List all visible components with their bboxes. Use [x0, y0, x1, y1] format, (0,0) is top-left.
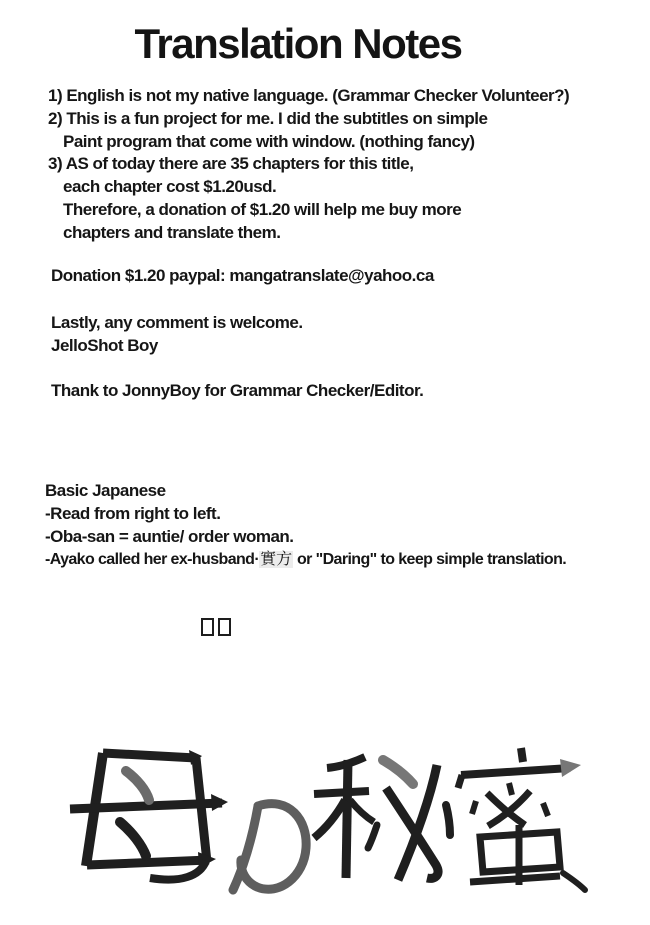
japanese-note-3 — [45, 548, 566, 571]
kanji-mitsu — [458, 748, 585, 890]
donation-paypal-line: Donation $1.20 paypal: mangatranslate@yahoo.ca — [51, 266, 434, 285]
missing-glyph-box — [201, 618, 214, 636]
japanese-note-2: -Oba-san = auntie/ order woman. — [45, 527, 294, 546]
japanese-heading: Basic Japanese — [45, 481, 166, 500]
manga-title-calligraphy — [0, 715, 650, 900]
closing-block — [51, 312, 303, 358]
note-item-2-line-1: 2) This is a fun project for me. I did the subtitles on simple — [48, 108, 488, 128]
note-item-3-line-1: 3) AS of today there are 35 chapters for this title, — [48, 154, 414, 174]
kanji-haha — [70, 750, 228, 880]
note-item-3-line-3: Therefore, a donation of $1.20 will help me buy more — [63, 199, 462, 219]
note-item-3-line-2: each chapter cost $1.20usd. — [63, 177, 277, 197]
japanese-note-3-suffix: or "Daring" to keep simple translation. — [293, 551, 567, 568]
note-item-3-line-4: chapters and translate them. — [63, 222, 281, 242]
page-title: Translation Notes — [134, 20, 462, 67]
ex-husband-kanji: 實方 — [260, 551, 293, 568]
thanks-line: Thank to JonnyBoy for Grammar Checker/Editor. — [51, 381, 424, 400]
closing-comment: Lastly, any comment is welcome. — [51, 313, 303, 332]
manga-title-artwork — [0, 715, 650, 900]
note-item-2-line-2: Paint program that come with window. (nothing fancy) — [63, 131, 475, 151]
numbered-notes-list — [48, 85, 569, 245]
basic-japanese-block — [45, 479, 566, 571]
missing-glyph-box — [218, 618, 231, 636]
japanese-note-3-prefix: -Ayako called her ex-husband· — [45, 551, 260, 568]
japanese-note-1: -Read from right to left. — [45, 504, 221, 523]
kana-no — [233, 804, 306, 890]
signature: JelloShot Boy — [51, 335, 158, 355]
kanji-hi — [314, 757, 450, 880]
missing-glyph-boxes — [201, 618, 231, 636]
note-item-1: 1) English is not my native language. (Grammar Checker Volunteer?) — [48, 86, 570, 105]
